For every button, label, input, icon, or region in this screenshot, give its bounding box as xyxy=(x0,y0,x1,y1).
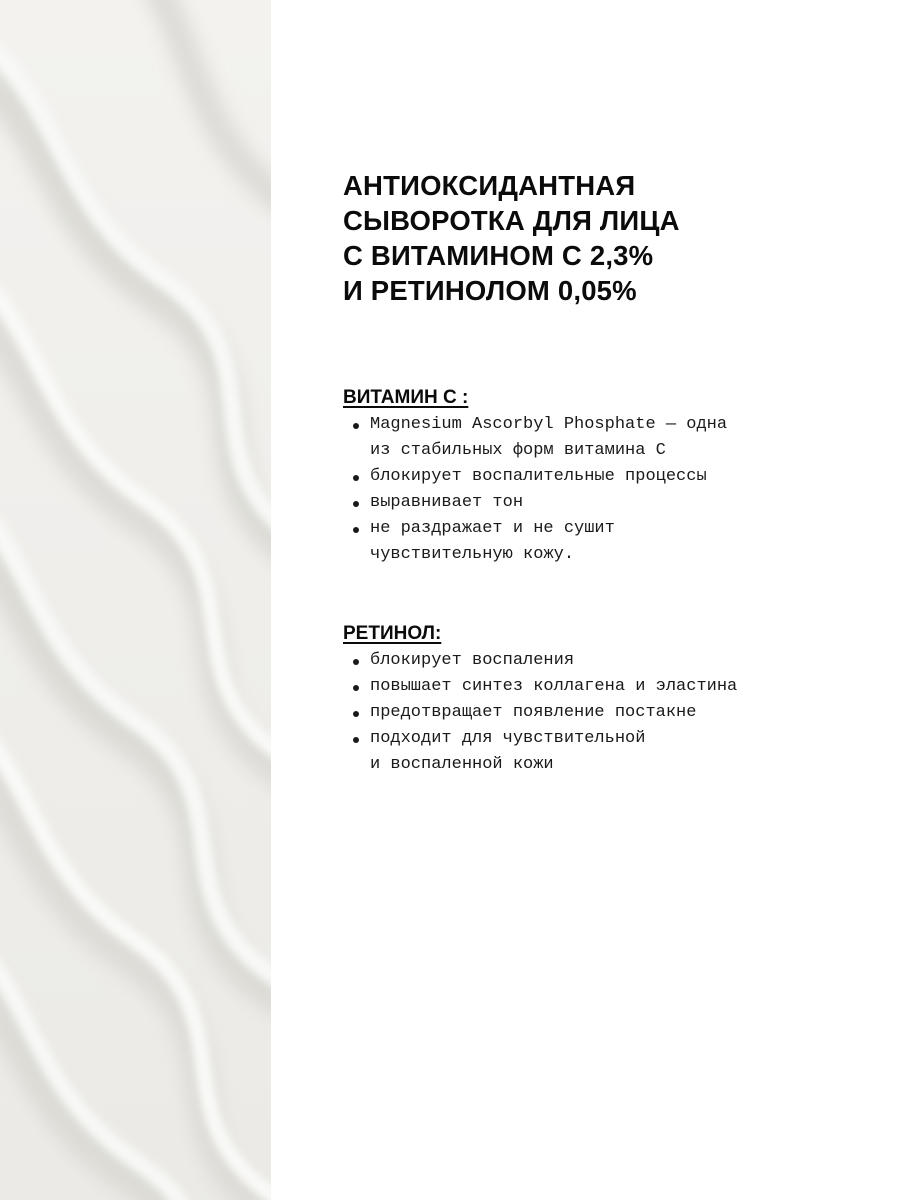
bullet-dot-icon xyxy=(353,737,359,743)
content-column xyxy=(343,168,883,778)
list-item xyxy=(343,700,883,726)
bullet-dot-icon xyxy=(353,659,359,665)
list-item xyxy=(343,674,883,700)
retinol-heading: РЕТИНОЛ: xyxy=(343,623,442,644)
vitamin-c-heading: ВИТАМИН С : xyxy=(343,387,469,408)
bullet-dot-icon xyxy=(353,527,359,533)
bullet-dot-icon xyxy=(353,685,359,691)
list-item-text: Magnesium Ascorbyl Phosphate — одна xyxy=(370,415,728,434)
list-item-text: предотвращает появление постакне xyxy=(370,703,697,722)
title-line: АНТИОКСИДАНТНАЯ xyxy=(343,170,636,201)
retinol-list xyxy=(343,648,883,778)
bullet-dot-icon xyxy=(353,501,359,507)
list-item-text: не раздражает и не сушит xyxy=(370,519,615,538)
list-item xyxy=(343,726,883,778)
list-item-text: подходит для чувствительной xyxy=(370,729,646,748)
list-item-text: чувствительную кожу. xyxy=(370,545,575,564)
list-item-text: блокирует воспалительные процессы xyxy=(370,467,707,486)
list-item-text: выравнивает тон xyxy=(370,493,524,512)
list-item-text: блокирует воспаления xyxy=(370,651,575,670)
vitamin-c-section xyxy=(343,386,883,568)
list-item-text: повышает синтез коллагена и эластина xyxy=(370,677,738,696)
list-item-text: из стабильных форм витамина С xyxy=(370,441,666,460)
bullet-dot-icon xyxy=(353,475,359,481)
list-item xyxy=(343,412,883,464)
list-item xyxy=(343,490,883,516)
title-line: И РЕТИНОЛОМ 0,05% xyxy=(343,275,637,306)
product-title xyxy=(343,168,883,308)
list-item xyxy=(343,516,883,568)
vitamin-c-list xyxy=(343,412,883,568)
retinol-section xyxy=(343,622,883,778)
list-item-text: и воспаленной кожи xyxy=(370,755,554,774)
cream-texture-image xyxy=(0,0,271,1200)
list-item xyxy=(343,648,883,674)
title-line: С ВИТАМИНОМ С 2,3% xyxy=(343,240,654,271)
list-item xyxy=(343,464,883,490)
bullet-dot-icon xyxy=(353,711,359,717)
bullet-dot-icon xyxy=(353,423,359,429)
title-line: СЫВОРОТКА ДЛЯ ЛИЦА xyxy=(343,205,680,236)
